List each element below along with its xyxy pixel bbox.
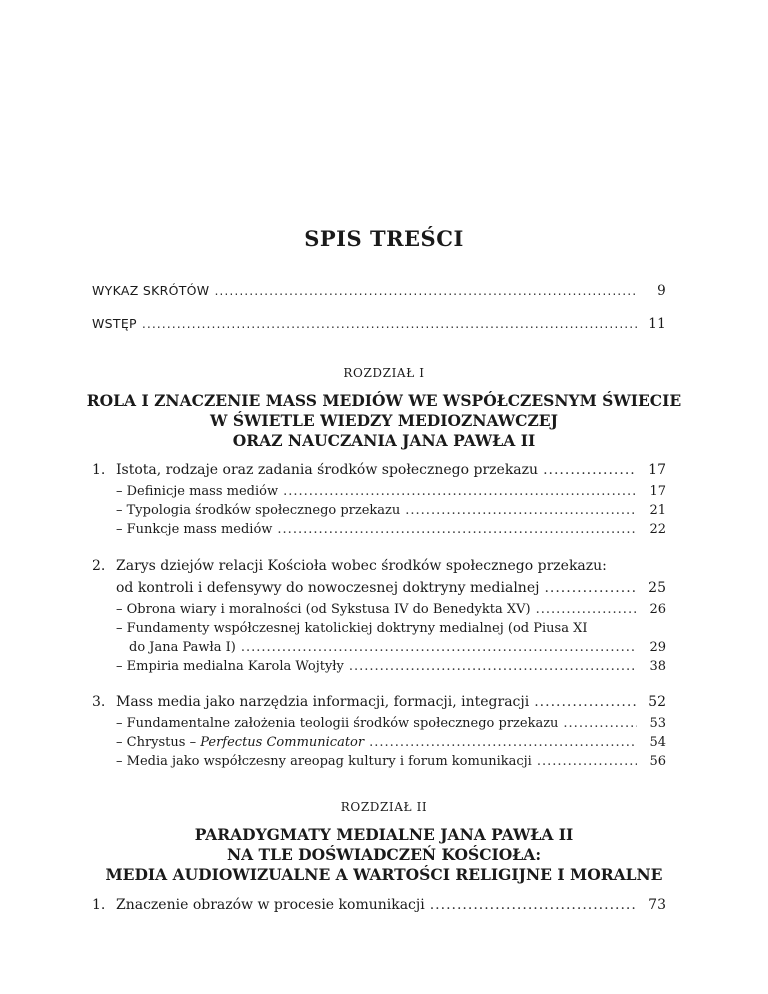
toc-subsection[interactable] xyxy=(116,484,666,499)
dot-leader xyxy=(430,897,637,913)
subsection-page: 17 xyxy=(649,484,666,499)
section-title-line1: Zarys dziejów relacji Kościoła wobec środków społecznego przekazu: xyxy=(116,558,607,574)
toc-section[interactable] xyxy=(92,694,666,710)
chapter-title-line: ROLA I ZNACZENIE MASS MEDIÓW WE WSPÓŁCZESNYM ŚWIECIE xyxy=(86,391,682,410)
dot-leader xyxy=(283,484,637,499)
entry-title: WSTĘP xyxy=(92,316,137,331)
entry-page: 9 xyxy=(657,283,666,299)
subsection-title: – Funkcje mass mediów xyxy=(116,522,273,537)
dot-leader xyxy=(405,503,637,518)
subsection-title: – Fundamentalne założenia teologii środków społecznego przekazu xyxy=(116,716,559,731)
section-page: 25 xyxy=(648,580,666,596)
toc-section[interactable] xyxy=(92,897,666,913)
subsection-title: – Media jako współczesny areopag kultury i forum komunikacji xyxy=(116,754,532,769)
dot-leader xyxy=(277,522,637,537)
section-number: 3. xyxy=(92,694,106,710)
subsection-title-italic: Perfectus Communicator xyxy=(200,735,365,750)
dot-leader xyxy=(349,659,637,674)
toc-section-line1[interactable] xyxy=(92,558,666,574)
section-title: Istota, rodzaje oraz zadania środków społecznego przekazu xyxy=(116,462,539,478)
toc-entry-abbreviations[interactable] xyxy=(92,283,666,299)
dot-leader xyxy=(241,640,637,655)
dot-leader xyxy=(537,754,637,769)
dot-leader xyxy=(543,462,637,478)
toc-subsection[interactable] xyxy=(116,735,666,750)
toc-subsection[interactable] xyxy=(116,716,666,731)
chapter-title-line: W ŚWIETLE WIEDZY MEDIOZNAWCZEJ xyxy=(210,411,558,430)
subsection-title-line1[interactable]: – Fundamenty współczesnej katolickiej doktryny medialnej (od Piusa XI xyxy=(116,621,588,636)
dot-leader xyxy=(563,716,637,731)
subsection-page: 21 xyxy=(649,503,666,518)
section-number: 1. xyxy=(92,462,106,478)
subsection-page: 22 xyxy=(649,522,666,537)
dot-leader xyxy=(369,735,637,750)
dot-leader xyxy=(142,316,637,331)
subsection-page: 38 xyxy=(649,659,666,674)
section-title: Mass media jako narzędzia informacji, formacji, integracji xyxy=(116,694,530,710)
subsection-title xyxy=(116,735,364,750)
toc-subsection[interactable] xyxy=(116,602,666,617)
entry-page: 11 xyxy=(648,316,666,332)
subsection-title: – Typologia środków społecznego przekazu xyxy=(116,503,401,518)
chapter-label: ROZDZIAŁ I xyxy=(343,366,425,380)
subsection-title: – Definicje mass mediów xyxy=(116,484,279,499)
chapter-label: ROZDZIAŁ II xyxy=(340,800,428,814)
toc-section-line2[interactable] xyxy=(92,580,666,596)
subsection-page: 54 xyxy=(649,735,666,750)
subsection-page: 29 xyxy=(649,640,666,655)
toc-subsection[interactable] xyxy=(116,522,666,537)
toc-section[interactable] xyxy=(92,462,666,478)
section-page: 52 xyxy=(648,694,666,710)
toc-subsection[interactable] xyxy=(116,640,666,655)
toc-subsection[interactable] xyxy=(116,503,666,518)
subsection-title-line2: do Jana Pawła I) xyxy=(129,640,236,655)
dot-leader xyxy=(534,694,637,710)
chapter-title-line: MEDIA AUDIOWIZUALNE A WARTOŚCI RELIGIJNE I MORALNE xyxy=(105,865,663,884)
subsection-page: 56 xyxy=(649,754,666,769)
section-page: 73 xyxy=(648,897,666,913)
dot-leader xyxy=(536,602,637,617)
subsection-title: – Empiria medialna Karola Wojtyły xyxy=(116,659,344,674)
section-number: 1. xyxy=(92,897,106,913)
toc-subsection[interactable] xyxy=(116,754,666,769)
subsection-page: 53 xyxy=(649,716,666,731)
chapter-title-line: ORAZ NAUCZANIA JANA PAWŁA II xyxy=(232,431,536,450)
section-title-line2: od kontroli i defensywy do nowoczesnej doktryny medialnej xyxy=(116,580,540,596)
subsection-page: 26 xyxy=(649,602,666,617)
page-title: SPIS TREŚCI xyxy=(304,226,464,251)
section-number: 2. xyxy=(92,558,106,574)
entry-title: WYKAZ SKRÓTÓW xyxy=(92,283,210,298)
section-title: Znaczenie obrazów w procesie komunikacji xyxy=(116,897,425,913)
dot-leader xyxy=(214,283,637,298)
dot-leader xyxy=(544,580,637,596)
toc-subsection[interactable] xyxy=(116,659,666,674)
toc-entry-introduction[interactable] xyxy=(92,316,666,332)
chapter-title-line: PARADYGMATY MEDIALNE JANA PAWŁA II xyxy=(194,825,574,844)
subsection-title-prefix: – Chrystus – xyxy=(116,735,201,750)
section-page: 17 xyxy=(648,462,666,478)
chapter-title-line: NA TLE DOŚWIADCZEŃ KOŚCIOŁA: xyxy=(226,845,542,864)
subsection-title: – Obrona wiary i moralności (od Sykstusa IV do Benedykta XV) xyxy=(116,602,531,617)
